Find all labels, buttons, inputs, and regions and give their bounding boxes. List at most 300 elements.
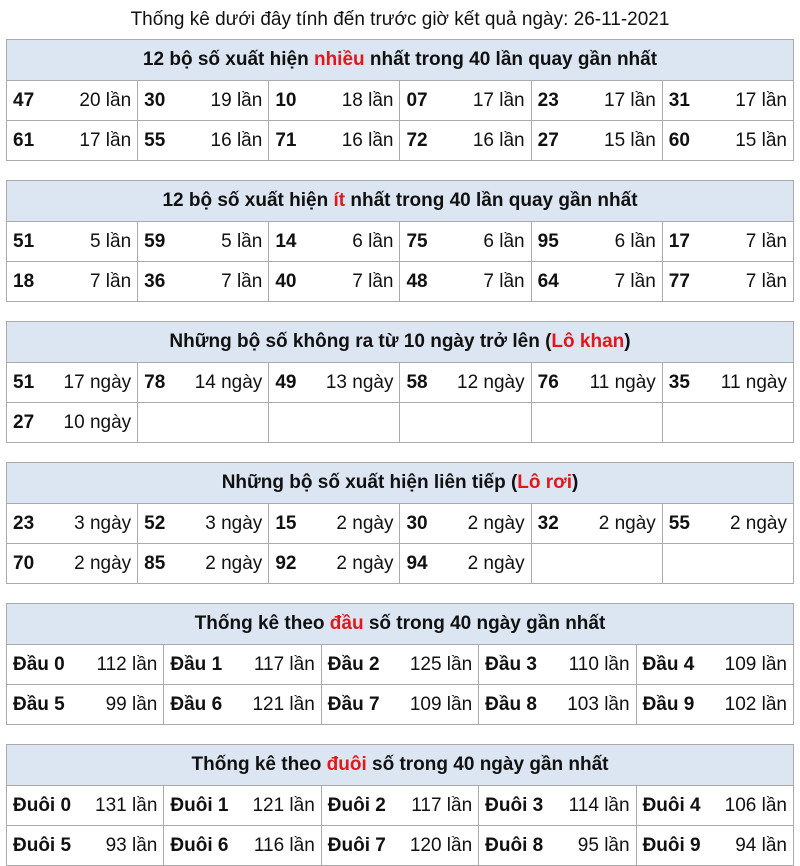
stat-cell-content (144, 90, 262, 112)
stat-count: 110 lần (568, 653, 630, 675)
stat-count: 3 ngày (74, 512, 132, 534)
stat-number: 51 (13, 371, 35, 393)
stat-number: 31 (668, 89, 690, 111)
stat-number: 47 (13, 89, 35, 111)
stat-count: 16 lần (210, 129, 263, 151)
stat-count: 19 lần (210, 89, 263, 111)
stat-cell-content (275, 231, 393, 253)
stat-cell (636, 645, 793, 685)
stat-number: 15 (275, 512, 297, 534)
stat-cell-content (643, 654, 787, 676)
stat-cell (7, 222, 138, 262)
stat-number: 58 (406, 371, 428, 393)
stat-cell-content (538, 372, 656, 394)
stat-cell (662, 222, 793, 262)
stat-cell (400, 262, 531, 302)
stat-cell (400, 121, 531, 161)
stat-number: 49 (275, 371, 297, 393)
table-row (7, 363, 794, 403)
table-header-row (7, 463, 794, 504)
stat-cell-content (406, 513, 524, 535)
stat-count: 2 ngày (598, 512, 656, 534)
stats-table-least (6, 180, 794, 302)
stat-cell-content (538, 513, 656, 535)
stat-number: 27 (13, 411, 35, 433)
stat-cell (321, 645, 478, 685)
stat-count: 2 ngày (74, 552, 132, 574)
stat-cell-content (275, 130, 393, 152)
stat-count: 102 lần (724, 693, 787, 715)
section-spacer (0, 302, 800, 321)
stat-cell (164, 786, 321, 826)
section-spacer (0, 161, 800, 180)
stat-count: 6 lần (483, 230, 525, 252)
section-title-pre: 12 bộ số xuất hiện (162, 190, 334, 211)
stat-cell (531, 544, 662, 584)
section-title (7, 40, 794, 81)
stat-cell-content (328, 694, 472, 716)
section-title-pre: Những bộ số không ra từ 10 ngày trở lên ( (169, 331, 552, 352)
stat-cell-content (13, 795, 157, 817)
section-title-post: ) (624, 331, 631, 352)
stat-cell (531, 262, 662, 302)
stat-number: 94 (406, 552, 428, 574)
stat-cell (164, 826, 321, 866)
section-title (7, 322, 794, 363)
stat-count: 2 ngày (336, 552, 394, 574)
stat-count: 17 lần (472, 89, 525, 111)
stat-cell (636, 685, 793, 725)
section-title-post: ) (571, 472, 579, 493)
stat-cell-content (669, 130, 787, 152)
stat-cell (531, 222, 662, 262)
stat-cell (269, 121, 400, 161)
stat-cell-content (275, 90, 393, 112)
stat-cell-content (170, 694, 314, 716)
stat-cell-content (13, 513, 131, 535)
stat-cell (7, 544, 138, 584)
stat-number: 55 (668, 512, 690, 534)
stat-cell (636, 826, 793, 866)
stat-number: Đầu 0 (13, 653, 65, 675)
stat-count: 16 lần (341, 129, 394, 151)
stat-number: 40 (275, 270, 297, 292)
stat-count: 106 lần (724, 794, 787, 816)
stat-cell (138, 222, 269, 262)
stat-cell-content (13, 271, 131, 293)
stat-number: Đầu 2 (327, 653, 380, 675)
stat-cell-content (538, 90, 656, 112)
stat-cell (636, 786, 793, 826)
stat-count: 11 ngày (589, 371, 656, 393)
section-title-red: Lô khan (551, 331, 625, 352)
stat-cell (321, 826, 478, 866)
section-title-post: nhất trong 40 lần quay gần nhất (345, 190, 638, 211)
stat-count: 10 ngày (63, 411, 132, 433)
stat-number: 85 (144, 552, 166, 574)
stat-count: 120 lần (409, 834, 473, 856)
stat-number: Đầu 5 (13, 693, 65, 715)
stat-number: 76 (537, 371, 559, 393)
section-title-pre: Thống kê theo (194, 613, 330, 634)
stat-number: 14 (275, 230, 297, 252)
stats-container (0, 39, 800, 866)
stat-cell (321, 685, 478, 725)
section-title-post: nhất trong 40 lần quay gần nhất (364, 49, 658, 70)
page-title: Thống kê dưới đây tính đến trước giờ kết quả ngày: 26-11-2021 (130, 9, 670, 30)
stat-count: 17 ngày (63, 371, 132, 393)
stat-cell-content (406, 271, 524, 293)
stat-cell-content (13, 231, 131, 253)
table-row (7, 121, 794, 161)
stat-cell-content (144, 513, 262, 535)
table-row (7, 81, 794, 121)
stat-cell (269, 363, 400, 403)
stat-number: 23 (537, 89, 559, 111)
stat-number: Đuôi 2 (327, 794, 386, 816)
stat-cell (400, 363, 531, 403)
table-row (7, 222, 794, 262)
stat-count: 7 lần (352, 270, 394, 292)
stat-cell-content (13, 130, 131, 152)
stat-cell (269, 262, 400, 302)
stat-number: Đuôi 8 (485, 834, 544, 856)
stat-cell-content (13, 654, 157, 676)
stat-number: Đuôi 3 (485, 794, 544, 816)
stat-cell-content (275, 372, 393, 394)
stat-number: Đuôi 9 (642, 834, 701, 856)
stat-count: 7 lần (483, 270, 525, 292)
stat-cell (7, 786, 164, 826)
stat-number: 71 (275, 129, 297, 151)
table-header-row (7, 745, 794, 786)
section-title-red: Lô rơi (517, 472, 572, 493)
stat-cell-content (144, 271, 262, 293)
stat-count: 5 lần (89, 230, 132, 252)
stat-number: Đầu 7 (327, 693, 380, 715)
stat-cell (400, 504, 531, 544)
stat-cell (138, 262, 269, 302)
section-title-red: ít (333, 190, 346, 211)
stat-count: 15 lần (735, 129, 787, 151)
stat-cell-content (328, 795, 472, 817)
stat-count: 109 lần (724, 653, 787, 675)
stat-count: 94 lần (735, 834, 787, 856)
section-title (7, 604, 794, 645)
stat-cell-content (275, 271, 393, 293)
stat-cell (479, 786, 636, 826)
stat-cell-content (669, 513, 787, 535)
stat-number: 17 (668, 230, 690, 252)
stat-cell (138, 544, 269, 584)
stat-number: 59 (144, 230, 166, 252)
stat-count: 16 lần (472, 129, 525, 151)
stat-cell-content (669, 90, 787, 112)
stat-number: Đầu 1 (170, 653, 223, 675)
stat-cell (531, 504, 662, 544)
stat-number: 27 (537, 129, 559, 151)
stat-cell (531, 403, 662, 443)
stat-count: 112 lần (96, 653, 158, 675)
stat-cell (662, 363, 793, 403)
section-title-pre: Những bộ số xuất hiện liên tiếp ( (221, 472, 518, 493)
stat-count: 117 lần (411, 794, 473, 816)
stat-count: 7 lần (89, 270, 132, 292)
stat-cell (400, 81, 531, 121)
table-header-row (7, 40, 794, 81)
stat-cell (662, 504, 793, 544)
stat-number: 36 (144, 270, 166, 292)
table-row (7, 685, 794, 725)
stat-cell (662, 262, 793, 302)
stat-number: 60 (668, 129, 690, 151)
stat-number: 78 (144, 371, 166, 393)
stat-number: 72 (406, 129, 428, 151)
table-row (7, 544, 794, 584)
section-title-pre: Thống kê theo (191, 754, 327, 775)
stat-number: 52 (144, 512, 166, 534)
table-row (7, 262, 794, 302)
stat-cell-content (144, 231, 262, 253)
stat-cell-content (144, 553, 262, 575)
stat-cell (7, 121, 138, 161)
stat-number: 32 (537, 512, 559, 534)
stat-cell (164, 645, 321, 685)
stat-number: 23 (13, 512, 35, 534)
stat-cell-content (669, 271, 787, 293)
stat-number: 30 (144, 89, 166, 111)
stat-cell-content (643, 795, 787, 817)
stat-cell (138, 363, 269, 403)
stat-count: 17 lần (604, 89, 656, 111)
stat-cell (7, 363, 138, 403)
stat-number: Đuôi 0 (13, 794, 72, 816)
stat-cell-content (485, 835, 629, 857)
stat-count: 17 lần (79, 129, 132, 151)
stat-cell (7, 504, 138, 544)
stat-number: Đuôi 6 (170, 834, 229, 856)
stat-number: Đuôi 7 (327, 834, 386, 856)
stat-cell-content (669, 231, 787, 253)
stat-count: 125 lần (409, 653, 473, 675)
stats-table-duoi (6, 744, 794, 866)
stat-cell-content (275, 513, 393, 535)
stat-cell (138, 121, 269, 161)
stat-count: 121 lần (252, 794, 315, 816)
stat-count: 7 lần (221, 270, 263, 292)
stat-number: 61 (13, 129, 35, 151)
stat-cell (269, 504, 400, 544)
stat-cell (7, 403, 138, 443)
stat-cell-content (13, 835, 157, 857)
table-row (7, 826, 794, 866)
section-title-red: nhiều (313, 49, 365, 70)
stat-cell (662, 544, 793, 584)
stat-cell (531, 121, 662, 161)
stat-cell (400, 222, 531, 262)
stat-number: 75 (406, 230, 428, 252)
stat-cell (479, 645, 636, 685)
stat-count: 6 lần (614, 230, 656, 252)
stat-number: 30 (406, 512, 428, 534)
table-row (7, 786, 794, 826)
stat-cell-content (13, 412, 131, 434)
stat-count: 6 lần (352, 230, 394, 252)
stat-number: 92 (275, 552, 297, 574)
stat-cell (7, 81, 138, 121)
stat-count: 20 lần (79, 89, 132, 111)
stats-table-roi (6, 462, 794, 584)
section-title (7, 745, 794, 786)
stat-count: 13 ngày (325, 371, 394, 393)
stat-cell (138, 504, 269, 544)
stat-number: Đầu 4 (642, 653, 695, 675)
stat-count: 131 lần (95, 794, 158, 816)
section-spacer (0, 584, 800, 603)
stat-number: 77 (668, 270, 690, 292)
stat-count: 114 lần (568, 794, 630, 816)
stat-number: 48 (406, 270, 428, 292)
stat-cell-content (144, 372, 262, 394)
stat-cell (138, 403, 269, 443)
stat-cell-content (144, 130, 262, 152)
stats-table-most (6, 39, 794, 161)
stat-cell-content (328, 654, 472, 676)
stat-number: 51 (13, 230, 35, 252)
section-title-post: số trong 40 ngày gần nhất (363, 613, 606, 634)
stat-cell-content (669, 372, 787, 394)
stat-number: Đầu 9 (642, 693, 695, 715)
stat-count: 109 lần (409, 693, 473, 715)
stat-number: 35 (668, 371, 690, 393)
section-title-pre: 12 bộ số xuất hiện (142, 49, 314, 70)
stat-cell-content (406, 130, 524, 152)
stat-count: 103 lần (567, 693, 630, 715)
table-header-row (7, 604, 794, 645)
table-header-row (7, 322, 794, 363)
stat-count: 2 ngày (205, 552, 263, 574)
stat-number: 07 (406, 89, 428, 111)
stat-count: 17 lần (735, 89, 787, 111)
stat-cell (662, 81, 793, 121)
stat-cell (400, 403, 531, 443)
stat-count: 2 ngày (467, 552, 525, 574)
stat-count: 95 lần (577, 834, 630, 856)
stats-table-dau (6, 603, 794, 725)
table-row (7, 504, 794, 544)
stat-count: 117 lần (253, 653, 315, 675)
stat-number: 10 (275, 89, 297, 111)
stat-number: Đuôi 1 (170, 794, 229, 816)
stat-cell-content (538, 130, 656, 152)
section-title-post: số trong 40 ngày gần nhất (366, 754, 609, 775)
stat-count: 15 lần (604, 129, 656, 151)
stat-count: 7 lần (745, 230, 787, 252)
stat-cell-content (13, 694, 157, 716)
stat-cell-content (13, 372, 131, 394)
stat-cell (269, 544, 400, 584)
stat-number: 64 (537, 270, 559, 292)
stat-cell-content (170, 795, 314, 817)
stat-number: 95 (537, 230, 559, 252)
stat-number: Đầu 6 (170, 693, 223, 715)
stat-cell-content (328, 835, 472, 857)
section-title (7, 181, 794, 222)
stat-cell-content (406, 90, 524, 112)
stat-count: 12 ngày (457, 371, 525, 393)
stat-cell-content (13, 90, 131, 112)
stat-cell (138, 81, 269, 121)
stat-count: 11 ngày (720, 371, 787, 393)
stat-count: 2 ngày (729, 512, 787, 534)
stat-cell-content (406, 553, 524, 575)
stats-table-khan (6, 321, 794, 443)
stat-cell-content (275, 553, 393, 575)
stat-cell (531, 81, 662, 121)
stat-cell-content (485, 694, 629, 716)
stat-cell (7, 645, 164, 685)
stat-cell (479, 685, 636, 725)
stat-number: Đuôi 5 (13, 834, 72, 856)
section-spacer (0, 725, 800, 744)
stat-count: 93 lần (105, 834, 158, 856)
stat-cell (321, 786, 478, 826)
stat-cell (7, 826, 164, 866)
stat-cell-content (406, 372, 524, 394)
stat-count: 14 ngày (194, 371, 263, 393)
stat-number: 70 (13, 552, 35, 574)
stat-cell-content (485, 654, 629, 676)
section-title-red: đầu (329, 613, 364, 634)
table-header-row (7, 181, 794, 222)
section-spacer (0, 443, 800, 462)
stat-count: 121 lần (252, 693, 315, 715)
stat-count: 116 lần (253, 834, 315, 856)
stat-count: 7 lần (745, 270, 787, 292)
stat-count: 7 lần (614, 270, 656, 292)
stat-cell (479, 826, 636, 866)
stat-number: Đuôi 4 (642, 794, 701, 816)
table-row (7, 645, 794, 685)
stat-count: 99 lần (105, 693, 158, 715)
stat-cell-content (485, 795, 629, 817)
stat-count: 18 lần (341, 89, 394, 111)
stat-cell (7, 262, 138, 302)
stat-cell (662, 121, 793, 161)
stat-cell (269, 403, 400, 443)
stat-cell (269, 222, 400, 262)
stat-cell (400, 544, 531, 584)
stat-cell (164, 685, 321, 725)
stat-cell-content (538, 231, 656, 253)
stat-count: 3 ngày (205, 512, 263, 534)
section-title (7, 463, 794, 504)
stat-cell-content (406, 231, 524, 253)
stat-number: Đầu 8 (485, 693, 537, 715)
stat-cell-content (643, 835, 787, 857)
stat-number: 18 (13, 270, 35, 292)
stat-count: 2 ngày (467, 512, 525, 534)
stat-cell (662, 403, 793, 443)
stat-cell (269, 81, 400, 121)
section-title-red: đuôi (326, 754, 367, 775)
stat-count: 2 ngày (336, 512, 394, 534)
stat-number: 55 (144, 129, 166, 151)
stat-count: 5 lần (221, 230, 263, 252)
stat-cell (7, 685, 164, 725)
stat-cell (531, 363, 662, 403)
stat-cell-content (170, 654, 314, 676)
